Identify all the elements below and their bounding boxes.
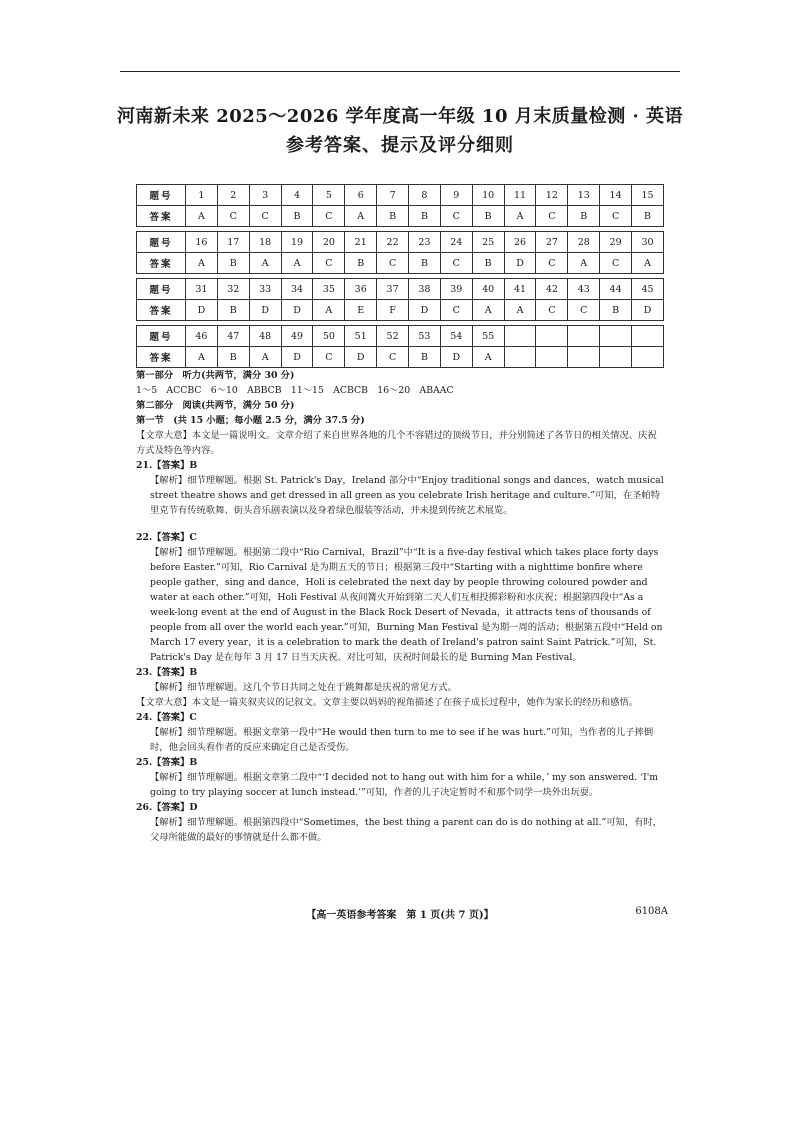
row-label-question: 题号: [137, 185, 186, 206]
row-label-answer: 答案: [137, 253, 186, 274]
question-number-cell: 34: [281, 279, 313, 300]
answer-letter-cell: C: [440, 253, 472, 274]
question-number-cell: [568, 326, 600, 347]
answer-letter-cell: D: [186, 300, 218, 321]
answer-letter-cell: C: [377, 253, 409, 274]
q21-answer: 21.【答案】B: [136, 460, 198, 471]
q21-explanation: 【解析】细节理解题。根据 St. Patrick's Day，Ireland 部分中“Enjoy traditional songs and dances，watch musical street theatre shows and get dressed in all green as you celebrate Irish heritage and culture.”可知，在圣帕特里克节有传统歌舞、街头音乐剧表演以及身着绿色服装等活动，并未提到传统艺术展览。: [150, 475, 664, 516]
top-rule: [120, 71, 680, 72]
answer-row: [137, 253, 664, 274]
question-row: [137, 185, 664, 206]
answer-letter-cell: A: [345, 206, 377, 227]
page-footer: 【高一英语参考答案 第 1 页(共 7 页)】: [306, 910, 494, 921]
answer-letter-cell: C: [600, 253, 632, 274]
answer-letter-cell: C: [440, 300, 472, 321]
answer-letter-cell: C: [536, 300, 568, 321]
article-summary-2: 【文章大意】本文是一篇夹叙夹议的记叙文。文章主要以妈妈的视角描述了在孩子成长过程中，她作为家长的经历和感悟。: [136, 697, 639, 708]
question-number-cell: 13: [568, 185, 600, 206]
answer-letter-cell: C: [600, 206, 632, 227]
question-number-cell: 32: [217, 279, 249, 300]
document-code: 6108A: [635, 906, 668, 917]
question-number-cell: 20: [313, 232, 345, 253]
answer-letter-cell: A: [186, 253, 218, 274]
question-number-cell: 40: [472, 279, 504, 300]
answer-letter-cell: C: [568, 300, 600, 321]
question-number-cell: 3: [249, 185, 281, 206]
q24-explanation: 【解析】细节理解题。根据文章第一段中“He would then turn to me to see if he was hurt.”可知，当作者的儿子摔倒时，他会回头看作者的反应来确定自己是否受伤。: [150, 727, 654, 753]
document-subtitle: 参考答案、提示及评分细则: [286, 135, 514, 156]
row-label-question: 题号: [137, 232, 186, 253]
answer-letter-cell: A: [504, 206, 536, 227]
answer-letter-cell: B: [217, 300, 249, 321]
question-number-cell: 19: [281, 232, 313, 253]
answer-letter-cell: B: [472, 253, 504, 274]
question-number-cell: 43: [568, 279, 600, 300]
row-label-answer: 答案: [137, 300, 186, 321]
question-number-cell: 1: [186, 185, 218, 206]
answer-letter-cell: B: [409, 253, 441, 274]
answer-letter-cell: [568, 347, 600, 368]
question-number-cell: 17: [217, 232, 249, 253]
answer-letter-cell: D: [504, 253, 536, 274]
question-number-cell: 16: [186, 232, 218, 253]
question-number-cell: 11: [504, 185, 536, 206]
question-number-cell: 5: [313, 185, 345, 206]
question-number-cell: [504, 326, 536, 347]
question-number-cell: 2: [217, 185, 249, 206]
answer-letter-cell: D: [632, 300, 664, 321]
question-number-cell: [632, 326, 664, 347]
answer-letter-cell: C: [313, 347, 345, 368]
question-number-cell: 22: [377, 232, 409, 253]
question-number-cell: 30: [632, 232, 664, 253]
question-number-cell: 18: [249, 232, 281, 253]
question-number-cell: 52: [377, 326, 409, 347]
question-number-cell: 37: [377, 279, 409, 300]
answer-letter-cell: A: [281, 253, 313, 274]
q22-explanation: 【解析】细节理解题。根据第二段中“Rio Carnival，Brazil”中“It is a five-day festival which takes place forty days before Easter.”可知，Rio Carnival 是为期五天的节日；根据第三段中“Starting with a nighttime bonfire where people gather，sing and dance，Holi is celebrated the next day by people throwing coloured powder and water at each other.”可知，Holi Festival 从夜间篝火开始到第二天人们互相投掷彩粉和水庆祝；根据第四段中“As a week-long event at the end of August in the Black Rock Desert of Nevada，it attracts tens of thousands of people from all over the world each year.”可知，Burning Man Festival 是为期一周的活动；根据第五段中“Held on March 17 every year，it is a celebration to mark the death of Ireland's patron saint Saint Patrick.”可知，St. Patrick's Day 是在每年 3 月 17 日当天庆祝。对比可知，庆祝时间最长的是 Burning Man Festival。: [150, 547, 663, 663]
answer-content: [136, 368, 664, 845]
question-number-cell: 55: [472, 326, 504, 347]
question-number-cell: 25: [472, 232, 504, 253]
row-label-question: 题号: [137, 279, 186, 300]
q24-answer: 24.【答案】C: [136, 712, 197, 723]
answer-letter-cell: B: [472, 206, 504, 227]
question-row: [137, 279, 664, 300]
question-number-cell: 50: [313, 326, 345, 347]
article-summary-1: 【文章大意】本文是一篇说明文。文章介绍了来自世界各地的几个不容错过的顶级节日，并分别简述了各节日的相关情况、庆祝方式及特色等内容。: [136, 430, 657, 456]
question-number-cell: 38: [409, 279, 441, 300]
answer-row: [137, 347, 664, 368]
question-number-cell: 31: [186, 279, 218, 300]
answer-letter-cell: A: [186, 347, 218, 368]
q25-answer: 25.【答案】B: [136, 757, 198, 768]
row-label-question: 题号: [137, 326, 186, 347]
q25-explanation: 【解析】细节理解题。根据文章第二段中“‘I decided not to hang out with him for a while，’ my son answered. ‘I'm going to try playing soccer at lunch instead.’”可知，作者的儿子决定暂时不和那个同学一块外出玩耍。: [150, 772, 659, 798]
answer-letter-cell: B: [281, 206, 313, 227]
question-number-cell: 33: [249, 279, 281, 300]
answer-letter-cell: D: [345, 347, 377, 368]
answer-letter-cell: B: [568, 206, 600, 227]
question-number-cell: 44: [600, 279, 632, 300]
question-number-cell: 23: [409, 232, 441, 253]
question-number-cell: 53: [409, 326, 441, 347]
part1-title: 第一部分 听力(共两节，满分 30 分): [136, 370, 295, 381]
question-number-cell: 42: [536, 279, 568, 300]
question-number-cell: 46: [186, 326, 218, 347]
question-number-cell: 21: [345, 232, 377, 253]
question-number-cell: 49: [281, 326, 313, 347]
answer-letter-cell: C: [536, 206, 568, 227]
answer-letter-cell: B: [345, 253, 377, 274]
answer-letter-cell: [600, 347, 632, 368]
answer-letter-cell: B: [632, 206, 664, 227]
question-row: [137, 326, 664, 347]
q22-answer: 22.【答案】C: [136, 532, 197, 543]
question-number-cell: 26: [504, 232, 536, 253]
q26-answer: 26.【答案】D: [136, 802, 198, 813]
answer-letter-cell: A: [313, 300, 345, 321]
answer-letter-cell: D: [281, 300, 313, 321]
answer-letter-cell: A: [472, 300, 504, 321]
answer-letter-cell: C: [536, 253, 568, 274]
question-number-cell: 47: [217, 326, 249, 347]
question-number-cell: 35: [313, 279, 345, 300]
answer-letter-cell: A: [568, 253, 600, 274]
answer-letter-cell: A: [249, 253, 281, 274]
answer-letter-cell: B: [409, 206, 441, 227]
part2-title: 第二部分 阅读(共两节，满分 50 分): [136, 400, 295, 411]
row-label-answer: 答案: [137, 206, 186, 227]
question-number-cell: 41: [504, 279, 536, 300]
answer-letter-cell: A: [504, 300, 536, 321]
answer-row: [137, 206, 664, 227]
answer-letter-cell: B: [600, 300, 632, 321]
question-number-cell: 28: [568, 232, 600, 253]
answer-letter-cell: B: [409, 347, 441, 368]
answer-letter-cell: C: [249, 206, 281, 227]
answer-letter-cell: [632, 347, 664, 368]
question-number-cell: 29: [600, 232, 632, 253]
answer-letter-cell: C: [217, 206, 249, 227]
answer-letter-cell: D: [249, 300, 281, 321]
question-number-cell: 24: [440, 232, 472, 253]
answer-letter-cell: C: [313, 253, 345, 274]
document-title: 河南新未来 2025～2026 学年度高一年级 10 月末质量检测 · 英语: [116, 106, 684, 127]
answer-letter-cell: C: [440, 206, 472, 227]
question-number-cell: [600, 326, 632, 347]
question-number-cell: 39: [440, 279, 472, 300]
answer-letter-cell: C: [313, 206, 345, 227]
question-number-cell: 48: [249, 326, 281, 347]
question-number-cell: 14: [600, 185, 632, 206]
question-row: [137, 232, 664, 253]
question-number-cell: 27: [536, 232, 568, 253]
answer-letter-cell: A: [472, 347, 504, 368]
question-number-cell: 4: [281, 185, 313, 206]
answer-key-table: [136, 184, 664, 368]
answer-row: [137, 300, 664, 321]
question-number-cell: 15: [632, 185, 664, 206]
question-number-cell: 54: [440, 326, 472, 347]
question-number-cell: 6: [345, 185, 377, 206]
question-number-cell: 10: [472, 185, 504, 206]
answer-letter-cell: [536, 347, 568, 368]
answer-letter-cell: A: [249, 347, 281, 368]
question-number-cell: 9: [440, 185, 472, 206]
answer-letter-cell: B: [217, 253, 249, 274]
answer-letter-cell: D: [281, 347, 313, 368]
q26-explanation: 【解析】细节理解题。根据第四段中“Sometimes，the best thing a parent can do is do nothing at all.”可知，有时，父母所能做的最好的事情就是什么都不做。: [150, 817, 662, 843]
question-number-cell: 8: [409, 185, 441, 206]
answer-letter-cell: E: [345, 300, 377, 321]
spacer: [136, 518, 664, 530]
answer-letter-cell: F: [377, 300, 409, 321]
question-number-cell: 36: [345, 279, 377, 300]
answer-letter-cell: [504, 347, 536, 368]
question-number-cell: [536, 326, 568, 347]
answer-letter-cell: B: [377, 206, 409, 227]
q23-explanation: 【解析】细节理解题。这几个节日共同之处在于跳舞都是庆祝的常见方式。: [150, 682, 457, 693]
question-number-cell: 51: [345, 326, 377, 347]
answer-letter-cell: D: [409, 300, 441, 321]
question-number-cell: 7: [377, 185, 409, 206]
question-number-cell: 45: [632, 279, 664, 300]
section1-title: 第一节 (共 15 小题；每小题 2.5 分，满分 37.5 分): [136, 415, 365, 426]
answer-letter-cell: A: [632, 253, 664, 274]
answer-letter-cell: D: [440, 347, 472, 368]
question-number-cell: 12: [536, 185, 568, 206]
answer-letter-cell: B: [217, 347, 249, 368]
q23-answer: 23.【答案】B: [136, 667, 198, 678]
row-label-answer: 答案: [137, 347, 186, 368]
part1-answers: 1～5 ACCBC 6～10 ABBCB 11～15 ACBCB 16～20 ABAAC: [136, 385, 454, 396]
answer-letter-cell: C: [377, 347, 409, 368]
answer-letter-cell: A: [186, 206, 218, 227]
